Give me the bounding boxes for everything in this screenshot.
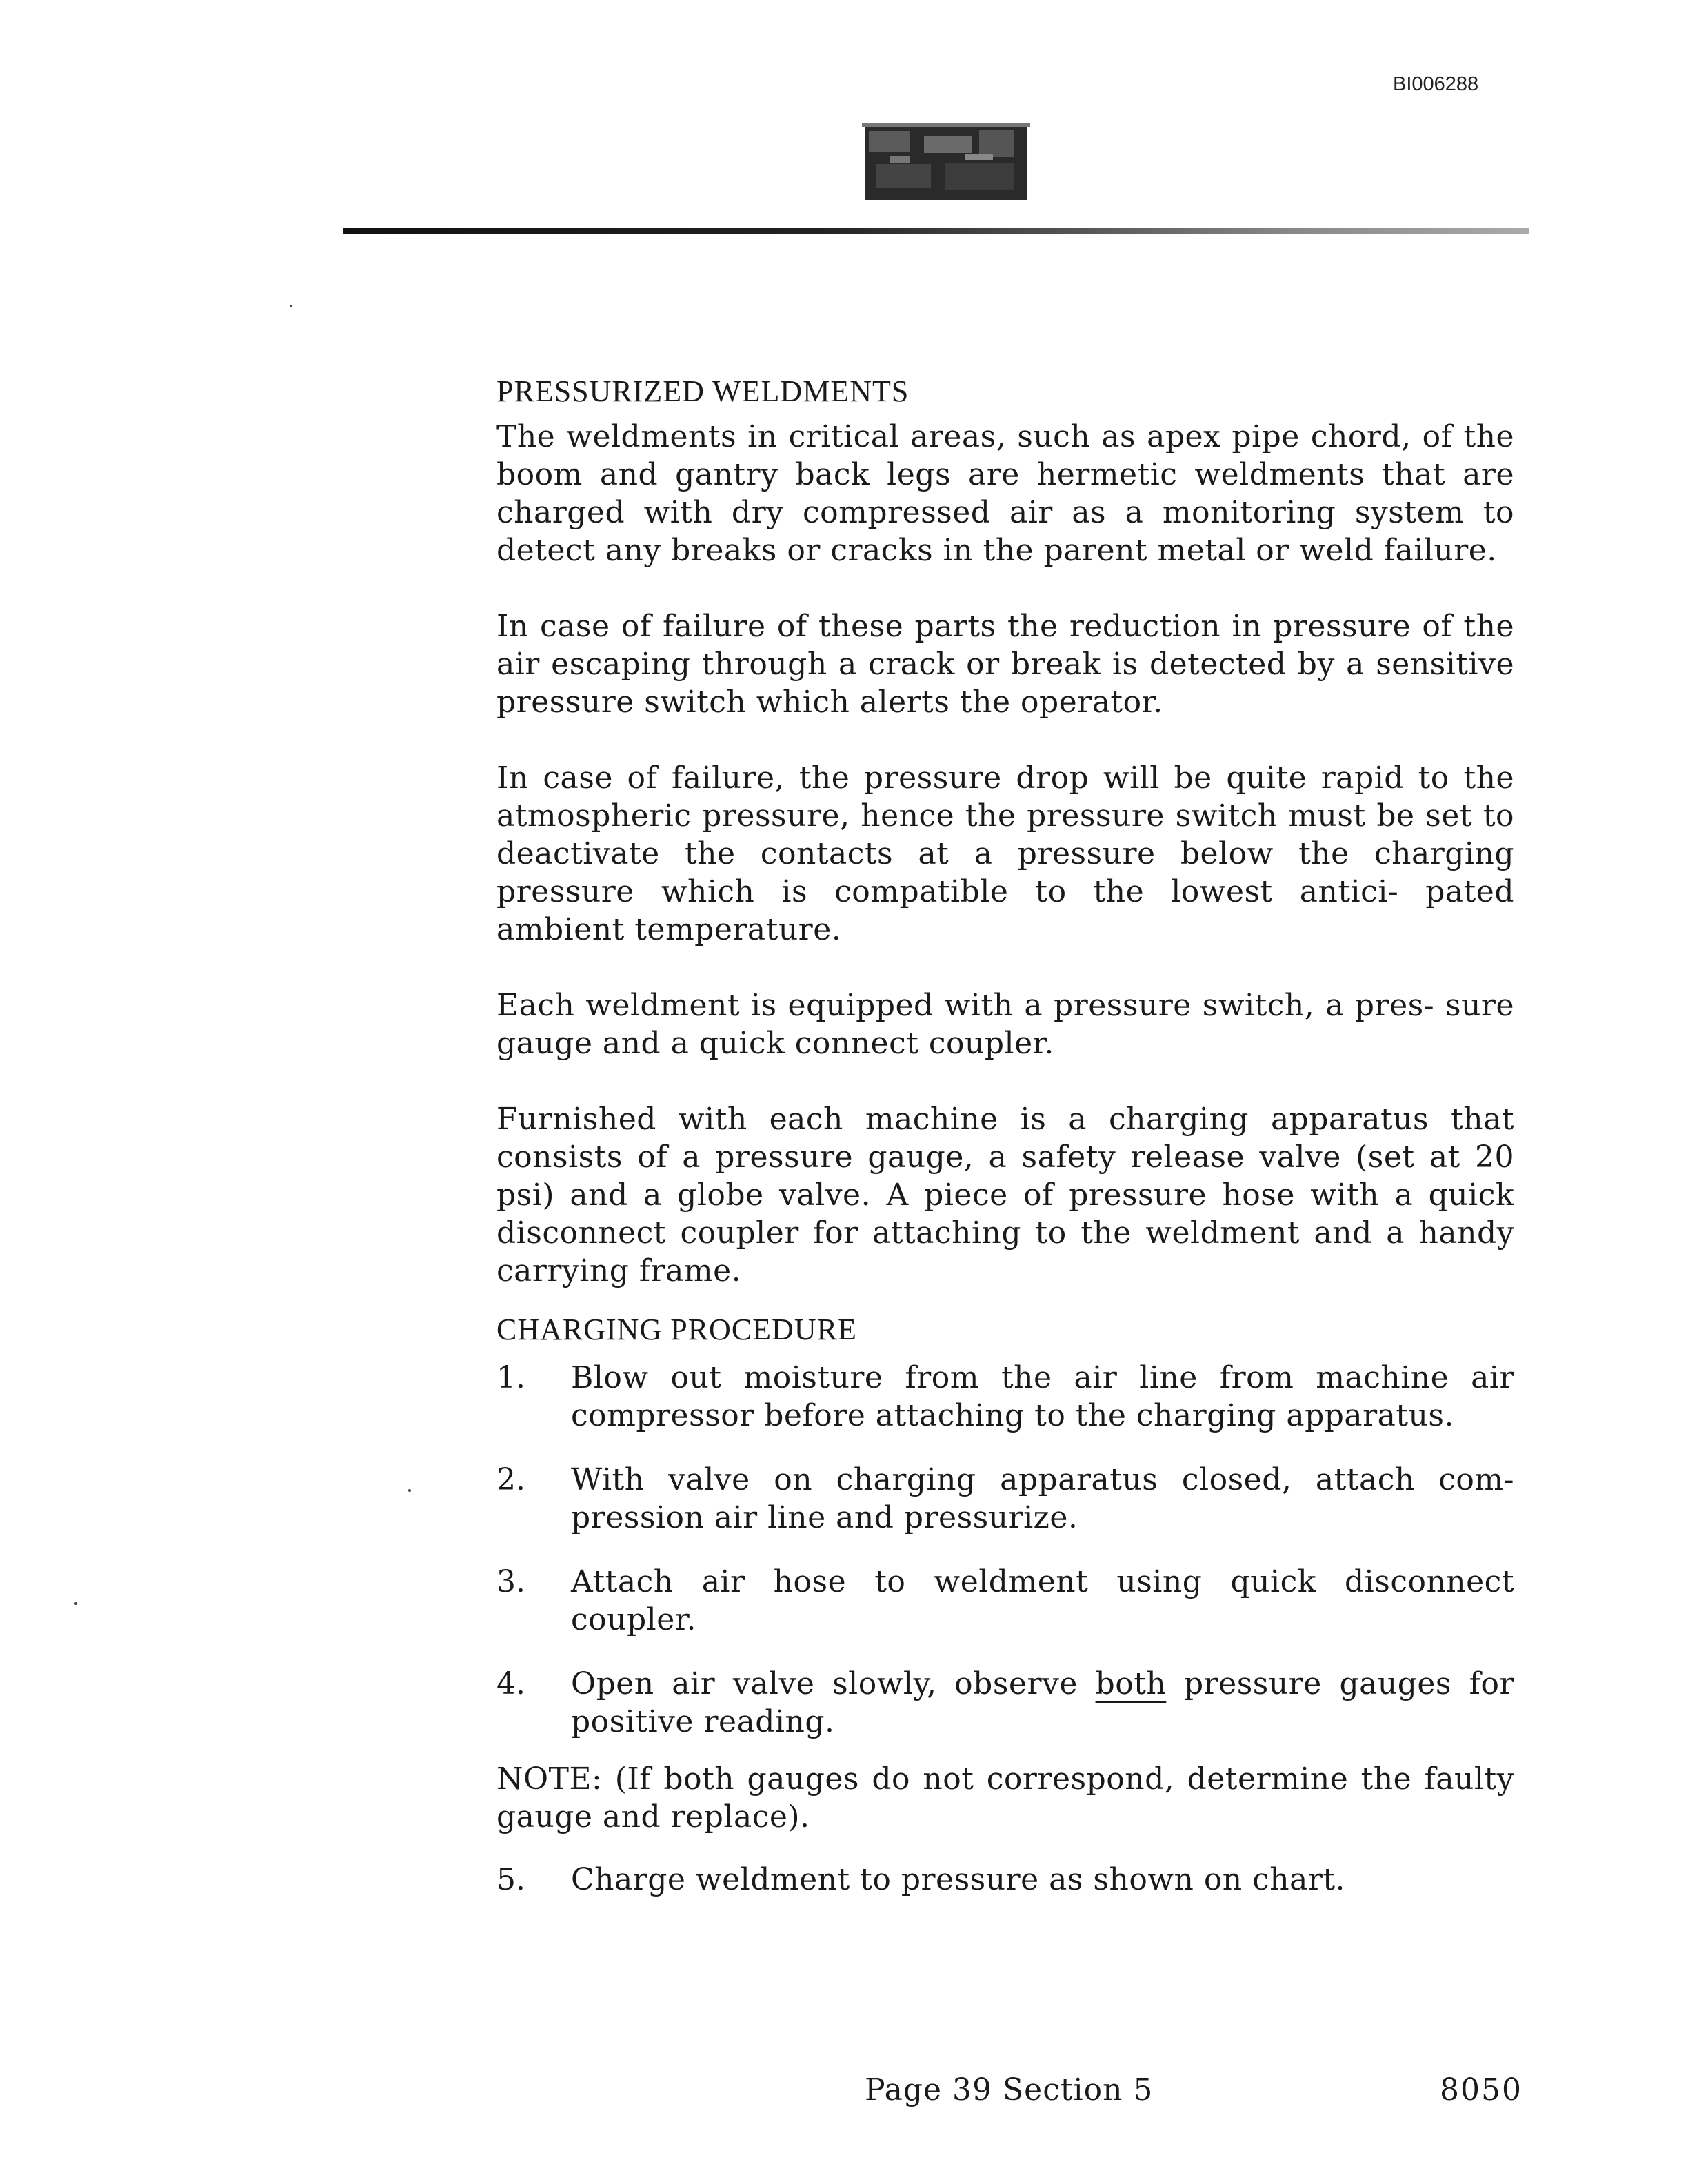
paragraph: Furnished with each machine is a charging apparatus that consists of a pressure gauge, a safety release valve (set at 20 psi) and a globe valve. A piece of pressure hose with a quick disconnect coupler for attaching to the weldment and a handy carrying frame. (496, 1102, 1514, 1288)
company-logo (862, 123, 1030, 204)
step-number: 4. (496, 1666, 525, 1701)
paragraph: The weldments in critical areas, such as apex pipe chord, of the boom and gantry back legs are hermetic weldments that are charged with dry compressed air as a monitoring system to detect any breaks or cracks in the parent metal or weld failure. (496, 419, 1514, 568)
paragraph: In case of failure of these parts the reduction in pressure of the air escaping through a crack or break is detected by a sensitive pressure switch which alerts the operator. (496, 609, 1514, 720)
procedure-list (496, 1359, 1514, 1741)
step-number: 2. (496, 1462, 525, 1497)
header-rule (343, 228, 1529, 234)
note: NOTE: (If both gauges do not correspond, determine the faulty gauge and replace). (496, 1761, 1514, 1834)
step-number: 3. (496, 1564, 525, 1599)
document-body (496, 372, 1514, 1925)
section-title-charging: CHARGING PROCEDURE (496, 1313, 857, 1346)
step-text: With valve on charging apparatus closed, attach com- pression air line and pressurize. (571, 1462, 1514, 1535)
section-title-pressurized: PRESSURIZED WELDMENTS (496, 374, 910, 408)
step-text: Attach air hose to weldment using quick disconnect coupler. (571, 1564, 1514, 1637)
step-number: 5. (496, 1862, 525, 1897)
document-id: BI006288 (1393, 73, 1479, 95)
paragraph: Each weldment is equipped with a pressure switch, a pres- sure gauge and a quick connect coupler. (496, 988, 1514, 1061)
page-label: Page 39 Section 5 (865, 2072, 1154, 2107)
list-item (496, 1563, 1514, 1639)
step-text (571, 1665, 1514, 1741)
step-text-part: pressure gauges for positive reading. (571, 1666, 1514, 1739)
paragraph: In case of failure, the pressure drop will be quite rapid to the atmospheric pressure, hence the pressure switch must be set to deactivate the contacts at a pressure below the charging pressure which is compatible to the lowest antici- pated ambient temperature. (496, 760, 1514, 947)
step-text: Blow out moisture from the air line from machine air compressor before attaching to the charging apparatus. (571, 1360, 1514, 1433)
scan-speck (290, 305, 292, 307)
scan-speck (74, 1602, 77, 1605)
step-text: Charge weldment to pressure as shown on chart. (571, 1862, 1346, 1897)
list-item (496, 1359, 1514, 1435)
list-item (496, 1861, 1514, 1899)
step-number: 1. (496, 1360, 525, 1395)
scan-speck (408, 1489, 411, 1492)
emphasis-underlined: both (1095, 1666, 1167, 1701)
list-item (496, 1461, 1514, 1537)
step-text-part: Open air valve slowly, observe (571, 1666, 1096, 1701)
list-item (496, 1665, 1514, 1741)
document-number: 8050 (1440, 2072, 1523, 2107)
